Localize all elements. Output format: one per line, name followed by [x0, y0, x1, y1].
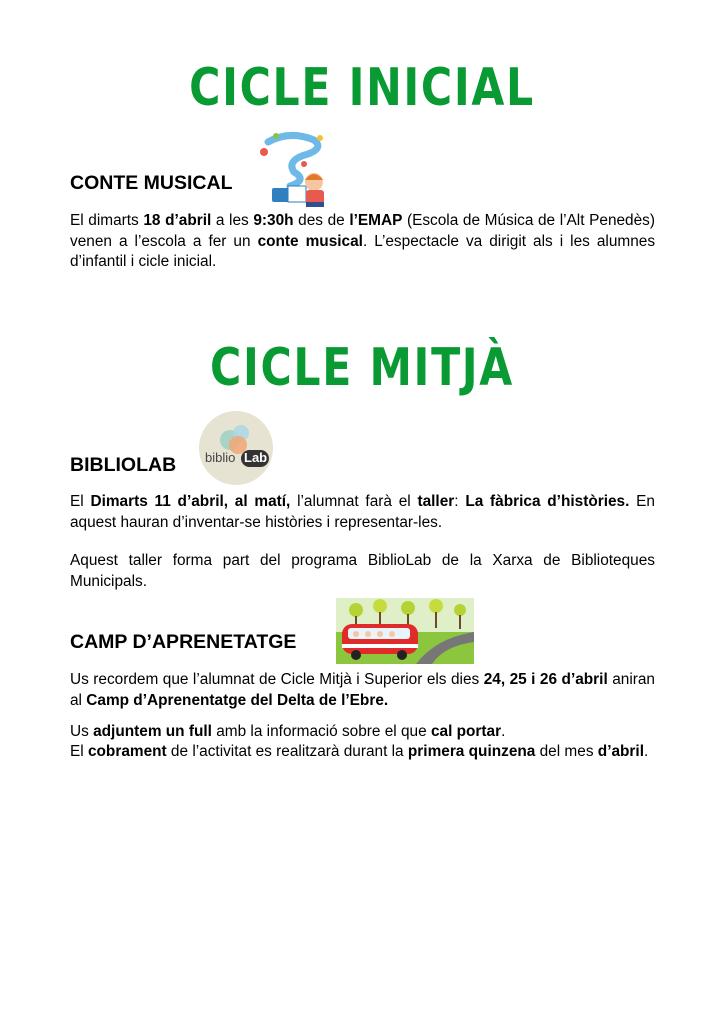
paragraph-conte-musical: El dimarts 18 d’abril a les 9:30h des de l’EMAP (Escola de Música de l’Alt Penedès) venen a l’escola a fer un conte musical. L’espectacle va dirigit als i les alumnes d’infantil i cicle inicial. [70, 212, 656, 270]
paragraph-camp-full: Us adjuntem un full amb la informació sobre el que cal portar. [70, 723, 506, 740]
bibliolab-logo: biblio Lab [198, 410, 274, 486]
paragraph-camp-cobrament: El cobrament de l’activitat es realitzarà durant la primera quinzena del mes d’abril. [70, 743, 649, 760]
title-camp-aprenentatge: CAMP D’APRENETATGE [70, 631, 297, 653]
paragraph-bibliolab-taller: El Dimarts 11 d’abril, al matí, l’alumnat farà el taller: La fàbrica d’històries. En aquest hauran d’inventar-se històries i representar-les. [70, 493, 655, 531]
heading-cicle-mitja: CICLE MITJÀ [210, 338, 514, 398]
title-conte-musical: CONTE MUSICAL [70, 172, 233, 194]
paragraph-bibliolab-programa: Aquest taller forma part del programa BiblioLab de la Xarxa de Biblioteques Municipals. [70, 552, 655, 590]
musical-story-illustration [250, 130, 332, 208]
school-bus-illustration [336, 598, 474, 664]
title-bibliolab: BIBLIOLAB [70, 454, 177, 476]
heading-cicle-inicial: CICLE INICIAL [189, 58, 535, 118]
paragraph-camp-dates: Us recordem que l’alumnat de Cicle Mitjà i Superior els dies 24, 25 i 26 d’abril aniran al Camp d’Aprenentatge del Delta de l’Ebre. [70, 671, 655, 709]
